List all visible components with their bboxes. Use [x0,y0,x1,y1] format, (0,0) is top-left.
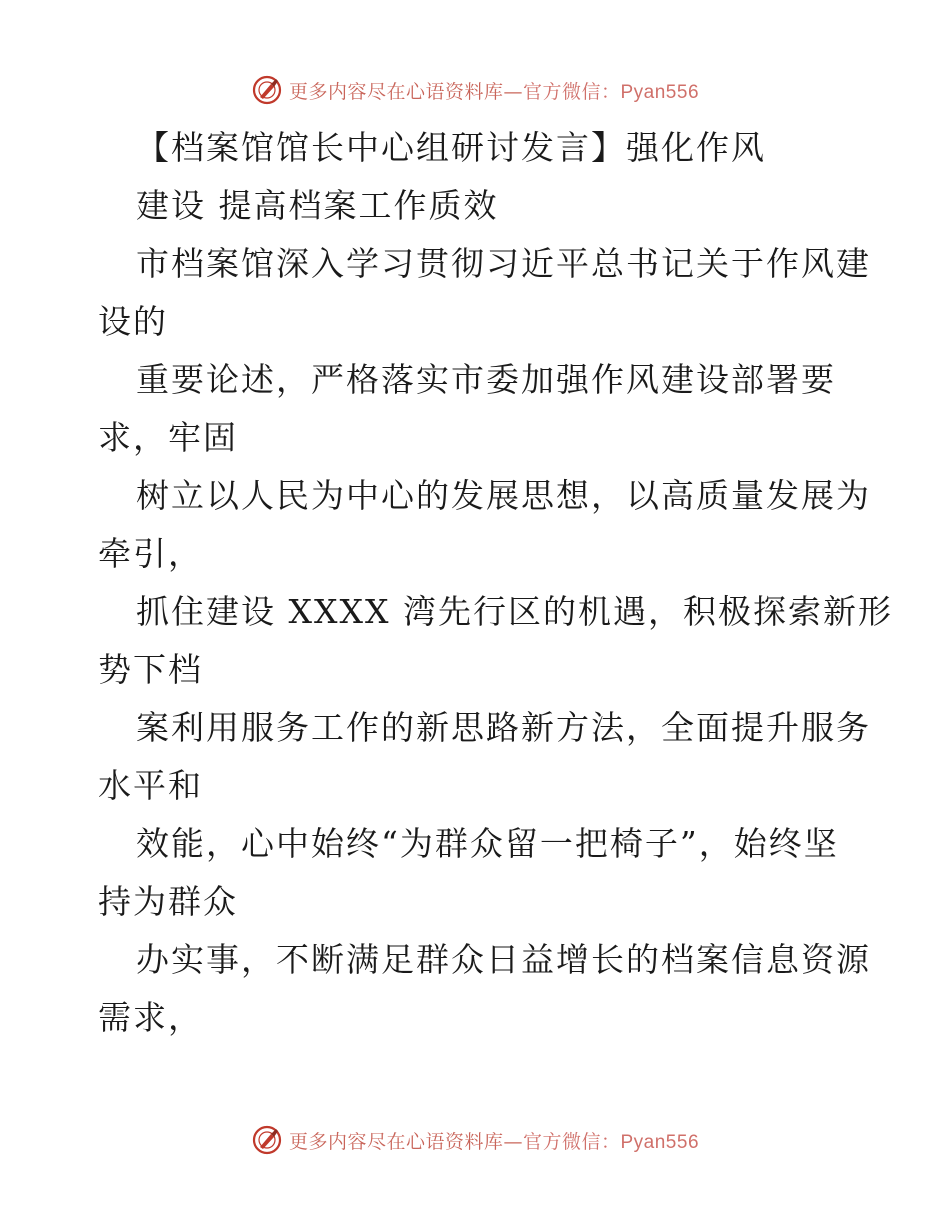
pen-logo-icon [251,74,283,106]
paragraph-line: 水平和 [98,766,203,805]
footer-banner [0,1120,950,1160]
document-title-line-2: 建设 提高档案工作质效 [136,186,499,225]
paragraph-line: 树立以人民为中心的发展思想，以高质量发展为 [136,476,871,515]
paragraph-line: 案利用服务工作的新思路新方法，全面提升服务 [136,708,871,747]
paragraph-line: 办实事，不断满足群众日益增长的档案信息资源 [136,940,871,979]
document-title-line-1: 【档案馆馆长中心组研讨发言】强化作风 [136,128,766,167]
header-banner-text: 更多内容尽在心语资料库—官方微信：Pyan556 [288,80,700,103]
header-wechat-id: 官方微信：Pyan556 [523,81,700,103]
paragraph-line: 势下档 [98,650,203,689]
footer-wechat-id: 官方微信：Pyan556 [523,1131,700,1153]
paragraph-line: 需求， [98,998,203,1037]
paragraph-line: 持为群众 [98,882,238,921]
paragraph-line: 市档案馆深入学习贯彻习近平总书记关于作风建 [136,244,871,283]
footer-banner-content [251,1124,699,1156]
paragraph-line: 重要论述，严格落实市委加强作风建设部署要 [136,360,836,399]
paragraph-line: 效能，心中始终“为群众留一把椅子”，始终坚 [136,824,839,863]
paragraph-line: 抓住建设 XXXX 湾先行区的机遇，积极探索新形 [136,592,893,631]
footer-banner-text: 更多内容尽在心语资料库—官方微信：Pyan556 [288,1130,700,1153]
paragraph-line: 设的 [98,302,168,341]
header-banner-content [251,74,699,106]
header-banner [0,70,950,110]
pen-logo-icon [251,1124,283,1156]
paragraph-line: 求，牢固 [98,418,238,457]
paragraph-line: 牵引， [98,534,203,573]
